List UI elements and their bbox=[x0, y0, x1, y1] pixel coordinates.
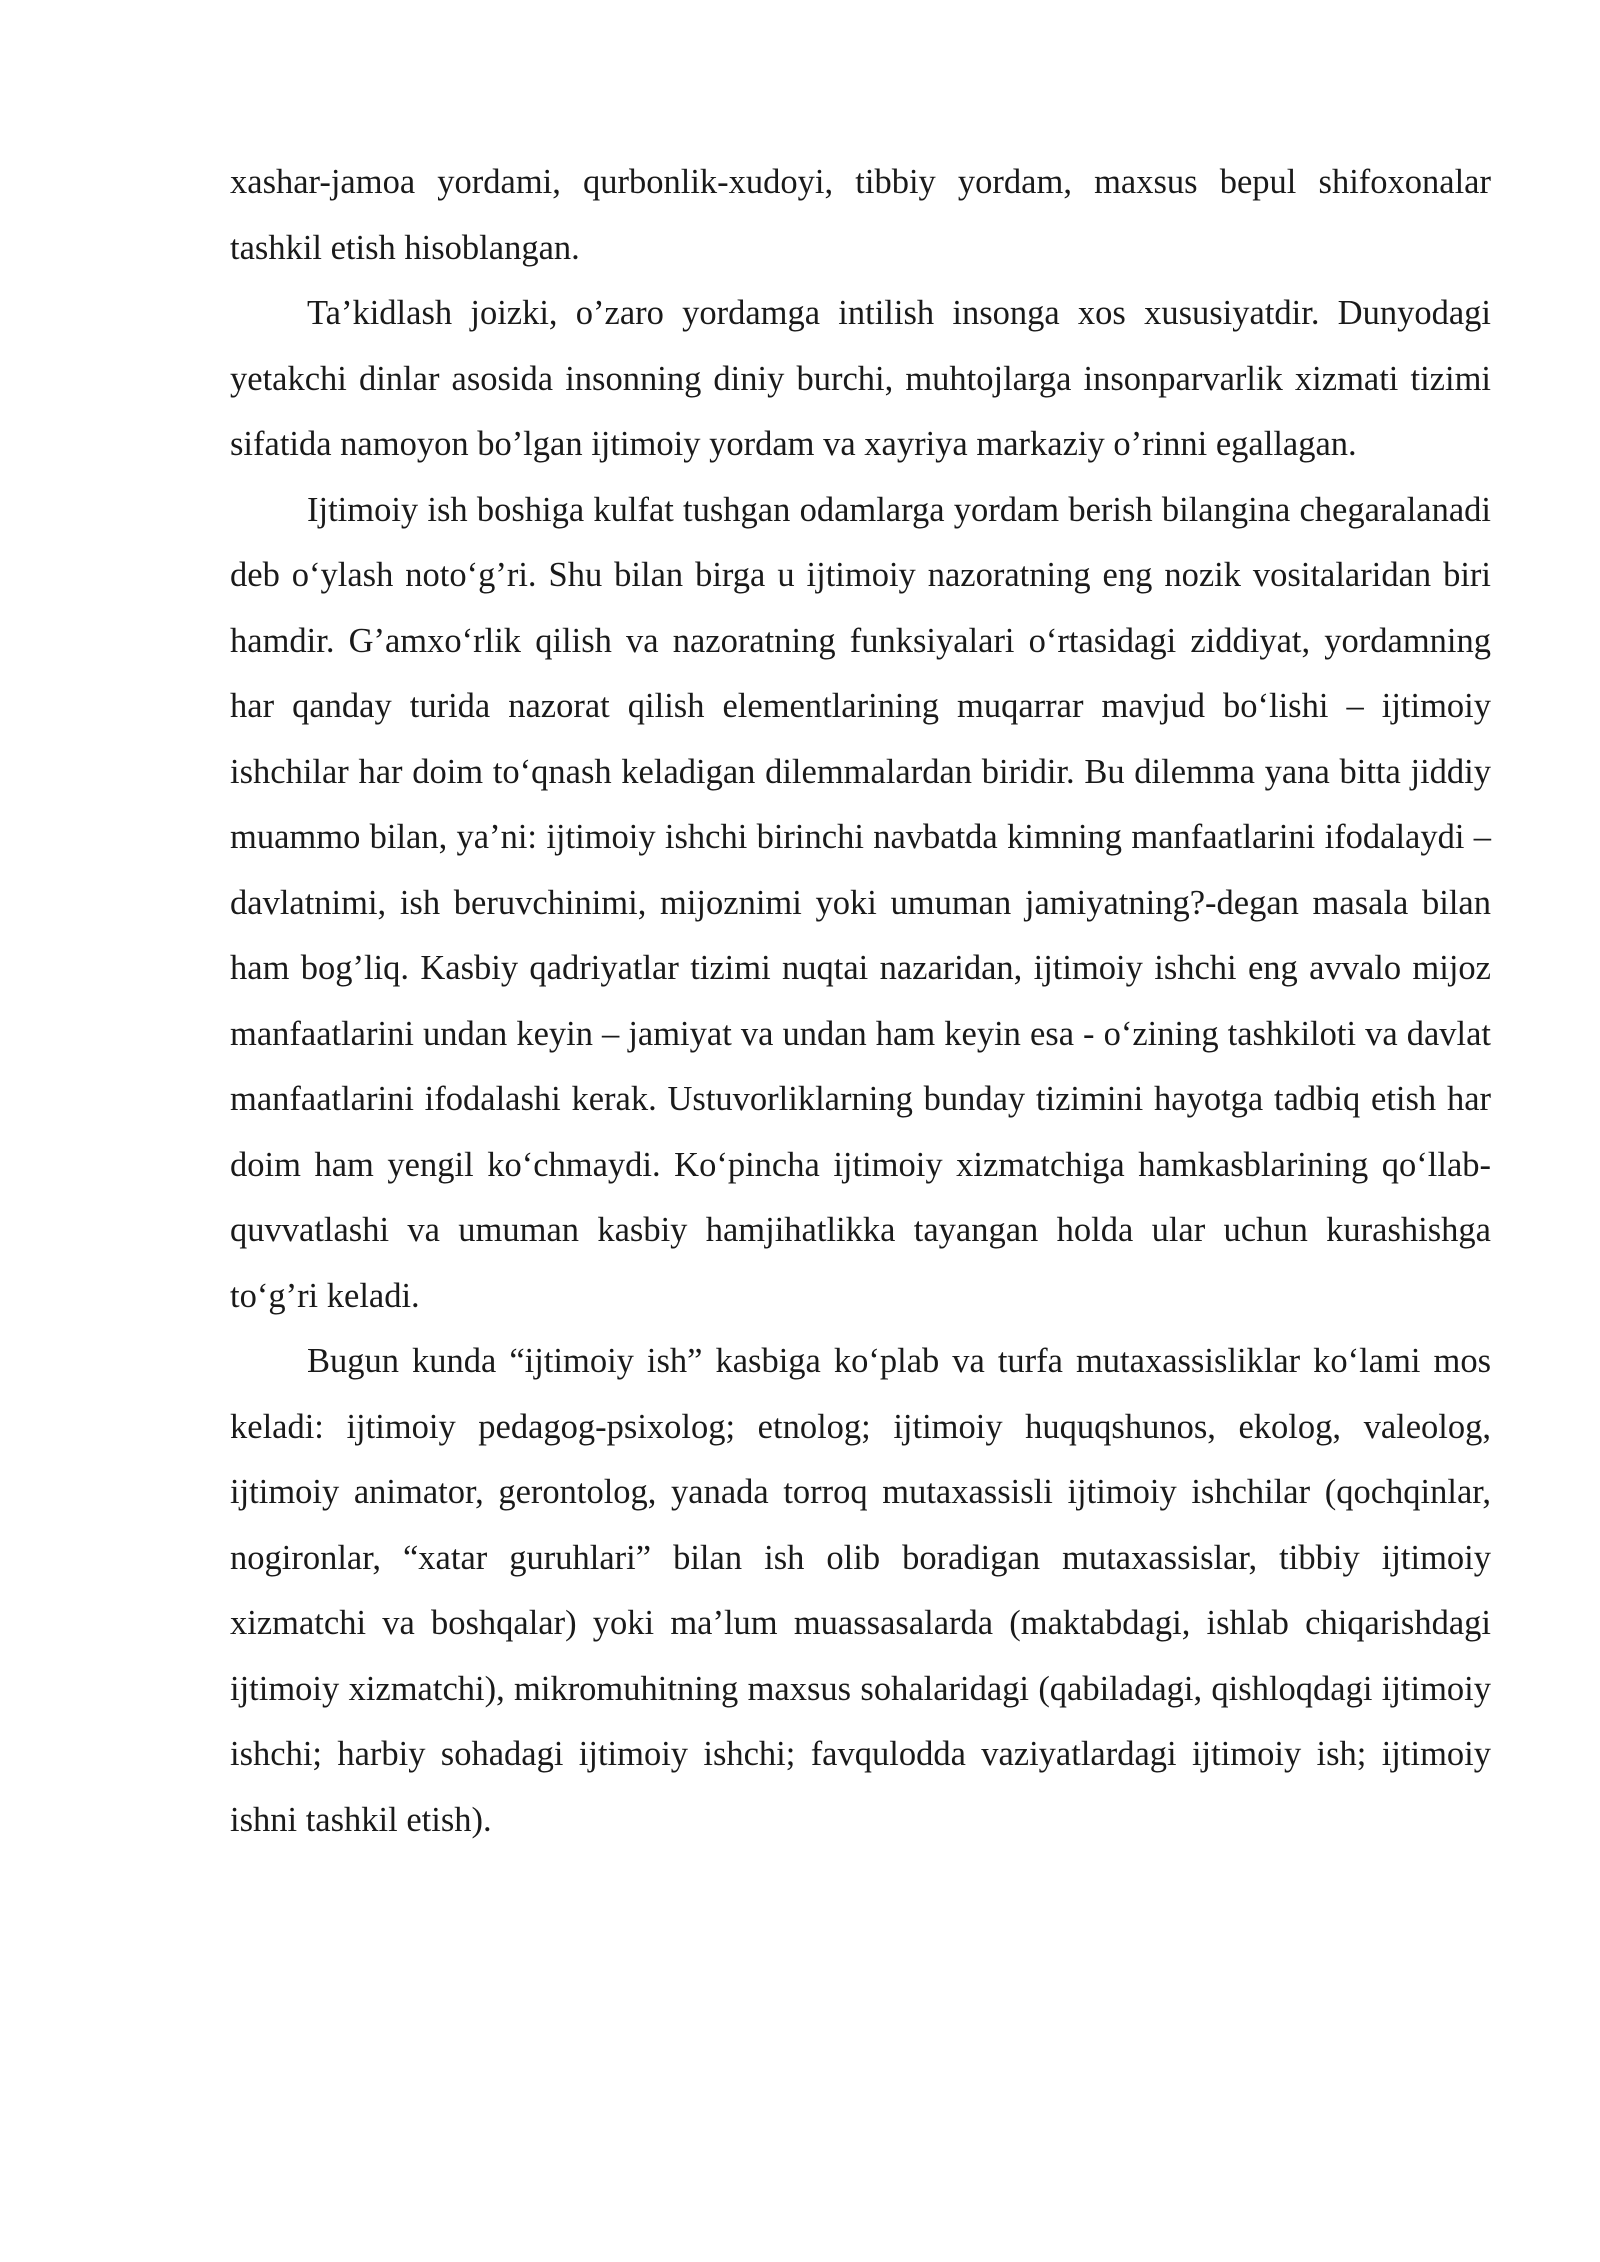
paragraph-3: Ijtimoiy ish boshiga kulfat tushgan odamlarga yordam berish bilangina chegaralanadi deb o‘ylash noto‘g’ri. Shu bilan birga u ijtimoiy nazoratning eng nozik vositalaridan biri hamdir. G’amxo‘rlik qilish va nazoratning funksiyalari o‘rtasidagi ziddiyat, yordamning har qanday turida nazorat qilish elementlarining muqarrar mavjud bo‘lishi – ijtimoiy ishchilar har doim to‘qnash keladigan dilemmalardan biridir. Bu dilemma yana bitta jiddiy muammo bilan, ya’ni: ijtimoiy ishchi birinchi navbatda kimning manfaatlarini ifodalaydi – davlatnimi, ish beruvchinimi, mijoznimi yoki umuman jamiyatning?-degan masala bilan ham bog’liq. Kasbiy qadriyatlar tizimi nuqtai nazaridan, ijtimoiy ishchi eng avvalo mijoz manfaatlarini undan keyin – jamiyat va undan ham keyin esa - o‘zining tashkiloti va davlat manfaatlarini ifodalashi kerak. Ustuvorliklarning bunday tizimini hayotga tadbiq etish har doim ham yengil ko‘chmaydi. Ko‘pincha ijtimoiy xizmatchiga hamkasblarining qo‘llab-quvvatlashi va umuman kasbiy hamjihatlikka tayangan holda ular uchun kurashishga to‘g’ri keladi. bbox=[230, 490, 1491, 1315]
paragraph-4: Bugun kunda “ijtimoiy ish” kasbiga ko‘plab va turfa mutaxassisliklar ko‘lami mos keladi: ijtimoiy pedagog-psixolog; etnolog; ijtimoiy huquqshunos, ekolog, valeolog, ijtimoiy animator, gerontolog, yanada torroq mutaxassisli ijtimoiy ishchilar (qochqinlar, nogironlar, “xatar guruhlari” bilan ish olib boradigan mutaxassislar, tibbiy ijtimoiy xizmatchi va boshqalar) yoki ma’lum muassasalarda (maktabdagi, ishlab chiqarishdagi ijtimoiy xizmatchi), mikromuhitning maxsus sohalaridagi (qabiladagi, qishloqdagi ijtimoiy ishchi; harbiy sohadagi ijtimoiy ishchi; favqulodda vaziyatlardagi ijtimoiy ish; ijtimoiy ishni tashkil etish). bbox=[230, 1342, 1491, 1839]
paragraph-1: xashar-jamoa yordami, qurbonlik-xudoyi, tibbiy yordam, maxsus bepul shifoxonalar tashkil etish hisoblangan. bbox=[230, 163, 1491, 267]
document-body bbox=[230, 150, 1491, 1853]
paragraph-2: Ta’kidlash joizki, o’zaro yordamga intilish insonga xos xususiyatdir. Dunyodagi yetakchi dinlar asosida insonning diniy burchi, muhtojlarga insonparvarlik xizmati tizimi sifatida namoyon bo’lgan ijtimoiy yordam va xayriya markaziy o’rinni egallagan. bbox=[230, 294, 1491, 463]
